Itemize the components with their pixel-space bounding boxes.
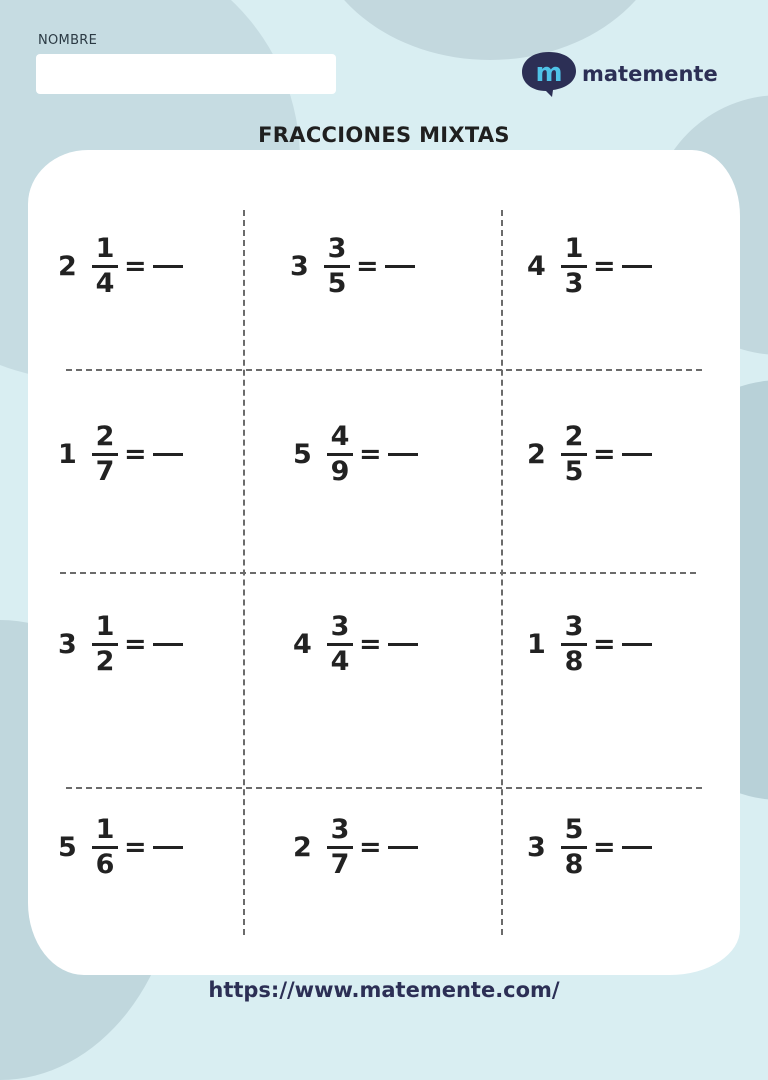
equals-sign: = (593, 251, 616, 282)
mixed-fraction-problem (527, 234, 652, 299)
answer-blank[interactable] (388, 453, 418, 456)
whole-number: 2 (58, 251, 77, 282)
mixed-fraction-problem (527, 815, 652, 880)
denominator: 4 (95, 268, 115, 299)
equals-sign: = (124, 251, 147, 282)
numerator: 3 (330, 814, 350, 845)
whole-number: 4 (527, 251, 546, 282)
equals-sign: = (359, 629, 382, 660)
denominator: 7 (330, 849, 350, 880)
mixed-fraction-problem (293, 815, 418, 880)
equals-sign: = (124, 629, 147, 660)
denominator: 5 (327, 268, 347, 299)
answer-blank[interactable] (622, 643, 652, 646)
answer-blank[interactable] (622, 265, 652, 268)
mixed-fraction-problem (293, 422, 418, 487)
equals-sign: = (124, 832, 147, 863)
website-link[interactable]: https://www.matemente.com/ (208, 978, 560, 1002)
row-divider (66, 369, 702, 371)
whole-number: 5 (293, 439, 312, 470)
answer-blank[interactable] (153, 846, 183, 849)
denominator: 8 (564, 849, 584, 880)
answer-blank[interactable] (622, 846, 652, 849)
mixed-fraction-problem (58, 234, 183, 299)
equals-sign: = (359, 439, 382, 470)
logo-text: matemente (582, 62, 718, 86)
mixed-fraction-problem (58, 612, 183, 677)
numerator: 1 (95, 611, 115, 642)
mixed-fraction-problem (293, 612, 418, 677)
fraction (92, 234, 118, 299)
mixed-fraction-problem (58, 815, 183, 880)
fraction (561, 234, 587, 299)
whole-number: 2 (527, 439, 546, 470)
equals-sign: = (593, 629, 616, 660)
whole-number: 5 (58, 832, 77, 863)
denominator: 8 (564, 646, 584, 677)
whole-number: 4 (293, 629, 312, 660)
whole-number: 3 (58, 629, 77, 660)
logo-mark-letter: m (535, 58, 563, 88)
equals-sign: = (356, 251, 379, 282)
denominator: 5 (564, 456, 584, 487)
equals-sign: = (359, 832, 382, 863)
denominator: 9 (330, 456, 350, 487)
answer-blank[interactable] (153, 643, 183, 646)
numerator: 2 (564, 421, 584, 452)
fraction (92, 612, 118, 677)
numerator: 3 (330, 611, 350, 642)
numerator: 2 (95, 421, 115, 452)
fraction (561, 815, 587, 880)
denominator: 2 (95, 646, 115, 677)
mixed-fraction-problem (527, 422, 652, 487)
denominator: 4 (330, 646, 350, 677)
answer-blank[interactable] (622, 453, 652, 456)
matemente-logo[interactable] (520, 50, 718, 98)
row-divider (66, 787, 702, 789)
speech-bubble-logo-icon (520, 50, 578, 98)
numerator: 3 (564, 611, 584, 642)
answer-blank[interactable] (388, 846, 418, 849)
answer-blank[interactable] (153, 265, 183, 268)
answer-blank[interactable] (385, 265, 415, 268)
denominator: 7 (95, 456, 115, 487)
whole-number: 2 (293, 832, 312, 863)
name-label: NOMBRE (38, 33, 98, 48)
denominator: 6 (95, 849, 115, 880)
fraction (561, 612, 587, 677)
equals-sign: = (124, 439, 147, 470)
whole-number: 3 (290, 251, 309, 282)
row-divider (60, 572, 696, 574)
numerator: 1 (95, 233, 115, 264)
fraction (327, 422, 353, 487)
worksheet-title: FRACCIONES MIXTAS (258, 123, 510, 147)
numerator: 1 (564, 233, 584, 264)
mixed-fraction-problem (58, 422, 183, 487)
numerator: 1 (95, 814, 115, 845)
whole-number: 1 (58, 439, 77, 470)
fraction (327, 612, 353, 677)
mixed-fraction-problem (290, 234, 415, 299)
fraction (92, 422, 118, 487)
whole-number: 3 (527, 832, 546, 863)
whole-number: 1 (527, 629, 546, 660)
name-field[interactable] (36, 54, 336, 94)
equals-sign: = (593, 832, 616, 863)
mixed-fraction-problem (527, 612, 652, 677)
equals-sign: = (593, 439, 616, 470)
denominator: 3 (564, 268, 584, 299)
fraction (327, 815, 353, 880)
numerator: 5 (564, 814, 584, 845)
numerator: 3 (327, 233, 347, 264)
numerator: 4 (330, 421, 350, 452)
fraction (561, 422, 587, 487)
answer-blank[interactable] (153, 453, 183, 456)
fraction (92, 815, 118, 880)
answer-blank[interactable] (388, 643, 418, 646)
fraction (324, 234, 350, 299)
